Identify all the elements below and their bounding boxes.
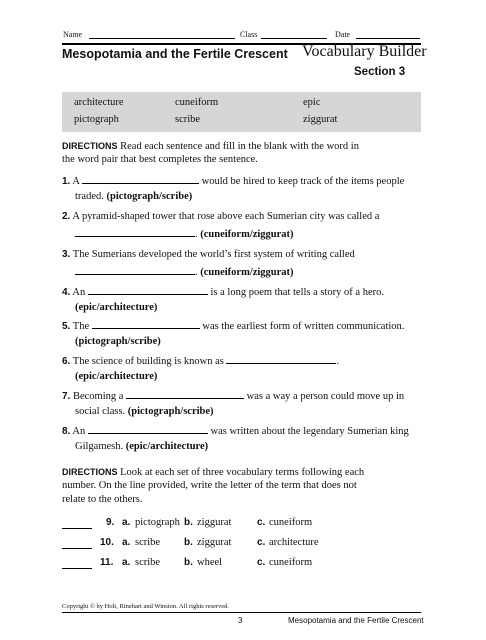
answer-blank-10[interactable] [62,547,92,549]
name-field[interactable] [89,38,235,39]
worksheet-title: Vocabulary Builder [302,43,427,60]
question-text: The science of building is known as [72,356,224,367]
question-3-cont [75,266,294,280]
answer-blank-7[interactable] [126,397,244,399]
question-number: 1. [62,176,71,187]
directions-1-line2: the word pair that best completes the sentence. [62,154,258,165]
question-number: 6. [62,356,71,367]
word-scribe: scribe [175,114,201,125]
option-letter: a. [122,537,131,548]
option-term: architecture [269,537,319,548]
class-label: Class [240,30,258,39]
word-pair: (pictograph/scribe) [75,336,161,347]
option-term: scribe [135,537,161,548]
question-text: was a way a person could move up in [246,391,405,402]
word-box [62,92,421,132]
question-text: The [72,321,90,332]
option-term: scribe [135,557,161,568]
question-number: 10. [100,537,114,548]
word-pair: (pictograph/scribe) [106,191,193,202]
word-pair: (cuneiform/ziggurat) [200,267,294,278]
name-label: Name [63,30,83,39]
question-text: An [72,287,86,298]
page-number: 3 [238,616,243,625]
answer-blank-9[interactable] [62,527,92,529]
question-text: . [195,267,198,278]
option-term: ziggurat [197,537,232,548]
word-pair: (epic/architecture) [125,441,209,452]
answer-blank-2[interactable] [75,235,195,237]
question-7-cont [75,405,214,419]
question-5 [62,320,404,334]
directions-1-line1: Read each sentence and fill in the blank with the word in [120,141,359,152]
answer-blank-5[interactable] [92,327,200,329]
answer-blank-11[interactable] [62,567,92,569]
directions-1 [62,139,359,154]
question-4 [62,286,384,300]
question-number: 11. [100,557,114,568]
footer-rule [62,612,421,613]
question-number: 4. [62,287,71,298]
question-1-cont [75,190,192,204]
directions-2-line2: number. On the line provided, write the letter of the term that does not [62,480,357,491]
option-term: cuneiform [269,517,313,528]
question-number: 8. [62,426,71,437]
word-pair: (epic/architecture) [75,302,158,313]
question-text: Becoming a [72,391,124,402]
option-letter: a. [122,517,131,528]
word-pictograph: pictograph [74,114,119,125]
question-text: An [72,426,86,437]
directions-2-line1: Look at each set of three vocabulary terms following each [120,467,365,478]
question-6 [62,355,339,369]
question-text: was the earliest form of written communication. [202,321,405,332]
word-pair: (pictograph/scribe) [127,406,214,417]
question-number: 2. [62,211,71,222]
question-text: traded. [75,191,104,202]
question-text: . [336,356,340,367]
question-8-cont [75,440,208,454]
answer-blank-1[interactable] [82,182,199,184]
book-title: Mesopotamia and the Fertile Crescent [288,616,424,625]
question-2-cont [75,228,294,242]
question-text: was written about the legendary Sumerian king [210,426,409,437]
chapter-title: Mesopotamia and the Fertile Crescent [62,47,288,61]
question-text: is a long poem that tells a story of a hero. [210,287,384,298]
question-3 [62,248,355,262]
question-7 [62,390,404,404]
question-text: A pyramid-shaped tower that rose above each Sumerian city was called a [72,211,380,222]
copyright: Copyright © by Holt, Rinehart and Winston. All rights reserved. [62,603,230,610]
answer-blank-4[interactable] [88,293,208,295]
answer-blank-6[interactable] [226,362,336,364]
question-number: 3. [62,249,71,260]
section-label: Section 3 [354,66,406,78]
option-term: cuneiform [269,557,313,568]
word-epic: epic [303,97,321,108]
option-letter: b. [184,517,193,528]
question-text: . [195,229,198,240]
question-number: 5. [62,321,71,332]
directions-2 [62,465,364,480]
option-letter: c. [257,517,266,528]
answer-blank-3[interactable] [75,273,195,275]
question-1 [62,175,404,189]
question-number: 7. [62,391,71,402]
directions-label: DIRECTIONS [62,467,118,477]
question-text: The Sumerians developed the world’s first system of writing called [72,249,355,260]
date-field[interactable] [356,38,420,39]
question-number: 9. [106,517,115,528]
question-2 [62,210,379,224]
word-cuneiform: cuneiform [175,97,219,108]
option-term: ziggurat [197,517,232,528]
word-pair: (cuneiform/ziggurat) [200,229,294,240]
option-term: pictograph [135,517,180,528]
question-text: social class. [75,406,126,417]
option-letter: b. [184,537,193,548]
option-term: wheel [197,557,223,568]
word-ziggurat: ziggurat [303,114,338,125]
option-letter: b. [184,557,193,568]
question-8 [62,425,409,439]
answer-blank-8[interactable] [88,432,208,434]
option-letter: c. [257,537,266,548]
class-field[interactable] [261,38,327,39]
word-architecture: architecture [74,97,124,108]
option-letter: a. [122,557,131,568]
option-letter: c. [257,557,266,568]
question-text: would be hired to keep track of the items people [201,176,405,187]
directions-2-line3: relate to the others. [62,494,143,505]
date-label: Date [335,30,351,39]
question-text: A [72,176,80,187]
word-pair: (epic/architecture) [75,371,158,382]
directions-label: DIRECTIONS [62,141,118,151]
question-text: Gilgamesh. [75,441,124,452]
